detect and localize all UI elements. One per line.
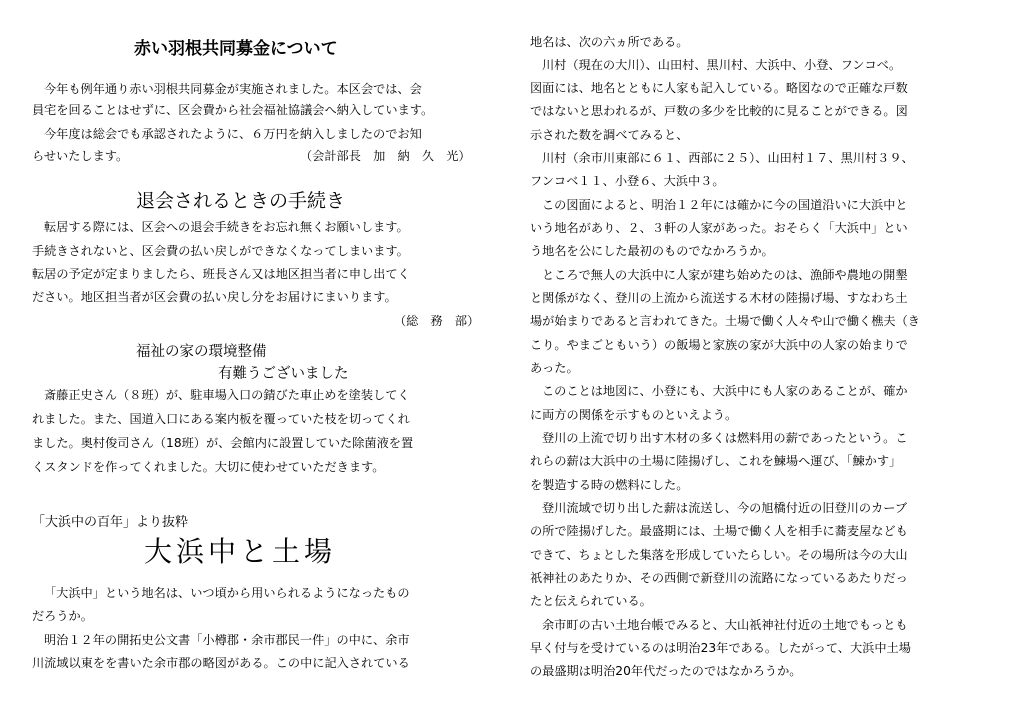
paragraph-line: 今年も例年通り赤い羽根共同募金が実施されました。本区会では、会	[44, 82, 422, 96]
paragraph-line: 転居する際には、区会への退会手続きをお忘れ無くお願いします。	[44, 220, 409, 234]
paragraph-line: 場が始まりであると言われてきた。土場で働く人々や山で働く樵夫（き	[530, 314, 920, 328]
paragraph-line: 地名は、次の六ヵ所である。	[530, 35, 689, 49]
paragraph-line: こり。やまごともいう）の飯場と家族の家が大浜中の人家の始まりで	[530, 338, 908, 352]
paragraph-line: 図面には、地名とともに人家も記入している。略図なので正確な戸数	[530, 81, 908, 95]
paragraph-line: 明治１２年の開拓史公文書「小樽郡・余市郡民一件」の中に、余市	[44, 633, 410, 647]
paragraph-line: 転居の予定が定まりましたら、班長さん又は地区担当者に申し出てく	[32, 267, 410, 281]
paragraph-line: たと伝えられている。	[530, 594, 652, 608]
paragraph-line: 早く付与を受けているのは明治23年である。したがって、大浜中土場	[530, 641, 911, 655]
paragraph-line: 川村（余市川東部に６１、西部に２５）、山田村１７、黒川村３９、	[542, 151, 914, 165]
paragraph-line: を製造する時の燃料にした。	[530, 478, 689, 492]
paragraph-line: に両方の関係を示すものといえよう。	[530, 408, 738, 422]
paragraph-line: 員宅を回ることはせずに、区会費から社会福祉協議会へ納入しています。	[32, 103, 434, 117]
heading-red-feather: 赤い羽根共同募金について	[134, 39, 338, 59]
paragraph-line: う地名を公にした最初のものでなかろうか。	[530, 244, 774, 258]
paragraph-line: この図面によると、明治１２年には確かに今の国道沿いに大浜中と	[542, 198, 908, 212]
paragraph-line: このことは地図に、小登にも、大浜中にも人家のあることが、確か	[542, 384, 908, 398]
paragraph-line: れました。また、国道入口にある案内板を覆っていた枝を切ってくれ	[32, 412, 410, 426]
paragraph-line: の最盛期は明治20年代だったのではなかろうか。	[530, 664, 802, 678]
paragraph-line: 今年度は総会でも承認されたように、６万円を納入しましたのでお知	[44, 127, 422, 141]
heading-withdrawal: 退会されるときの手続き	[136, 190, 346, 212]
paragraph-line: だろうか。	[32, 609, 93, 623]
paragraph-line: 余市町の古い土地台帳でみると、大山祇神社付近の土地でもっとも	[542, 618, 908, 632]
heading-welfare-house: 福祉の家の環境整備	[136, 344, 267, 360]
paragraph-line: ださい。地区担当者が区会費の払い戻し分をお届けにまいります。	[32, 290, 397, 304]
heading-ohamanaka-doba: 大浜中と土場	[144, 535, 337, 568]
paragraph-line: ところで無人の大浜中に人家が建ち始めたのは、漁師や農地の開墾	[542, 268, 908, 282]
paragraph-line: と関係がなく、登川の上流から流送する木材の陸揚げ場、すなわち土	[530, 291, 908, 305]
paragraph-line: できて、ちょとした集落を形成していたらしい。その場所は今の大山	[530, 548, 908, 562]
paragraph-line: いう地名があり、２、３軒の人家があった。おそらく「大浜中」とい	[530, 221, 908, 235]
heading-thanks: 有難うございました	[218, 366, 349, 382]
paragraph-line: らせいたします。	[32, 149, 129, 163]
paragraph-line: 手続きされないと、区会費の払い戻しができなくなってしまいます。	[32, 244, 409, 258]
paragraph-line: あった。	[530, 361, 579, 375]
paragraph-line: フンコベ１１、小登６、大浜中３。	[530, 174, 725, 188]
paragraph-line: ではないと思われるが、戸数の多少を比較的に見ることができる。図	[530, 104, 908, 118]
excerpt-source: 「大浜中の百年」より抜粋	[32, 515, 189, 530]
paragraph-line: 川村（現在の大川）、山田村、黒川村、大浜中、小登、フンコベ。	[542, 58, 902, 72]
signature-general-affairs: （総 務 部）	[394, 314, 480, 328]
paragraph-line: 登川の上流で切り出す木材の多くは燃料用の薪であったという。こ	[542, 431, 908, 445]
paragraph-line: くスタンドを作ってくれました。大切に使わせていただきます。	[32, 460, 385, 474]
paragraph-line: の所で陸揚げした。最盛期には、土場で働く人を相手に蕎麦屋なども	[530, 524, 908, 538]
paragraph-line: ました。奥村俊司さん（18班）が、会館内に設置していた除菌液を置	[32, 436, 414, 450]
paragraph-line: 登川流域で切り出した薪は流送し、今の旭橋付近の旧登川のカーブ	[542, 501, 908, 515]
paragraph-line: 示された数を調べてみると、	[530, 128, 689, 142]
paragraph-line: 「大浜中」という地名は、いつ頃から用いられるようになったもの	[44, 586, 410, 600]
paragraph-line: 祇神社のあたりか、その西側で新登川の流路になっているあたりだっ	[530, 571, 908, 585]
paragraph-line: 川流域以東をを書いた余市郡の略図がある。この中に記入されている	[32, 656, 410, 670]
paragraph-line: 斎藤正史さん（８班）が、駐車場入口の錆びた車止めを塗装してく	[44, 388, 410, 402]
signature-accounting: （会計部長 加 納 久 光）	[300, 149, 471, 163]
paragraph-line: れらの薪は大浜中の土場に陸揚げし、これを鰊場へ運び、「鰊かす」	[530, 454, 902, 468]
